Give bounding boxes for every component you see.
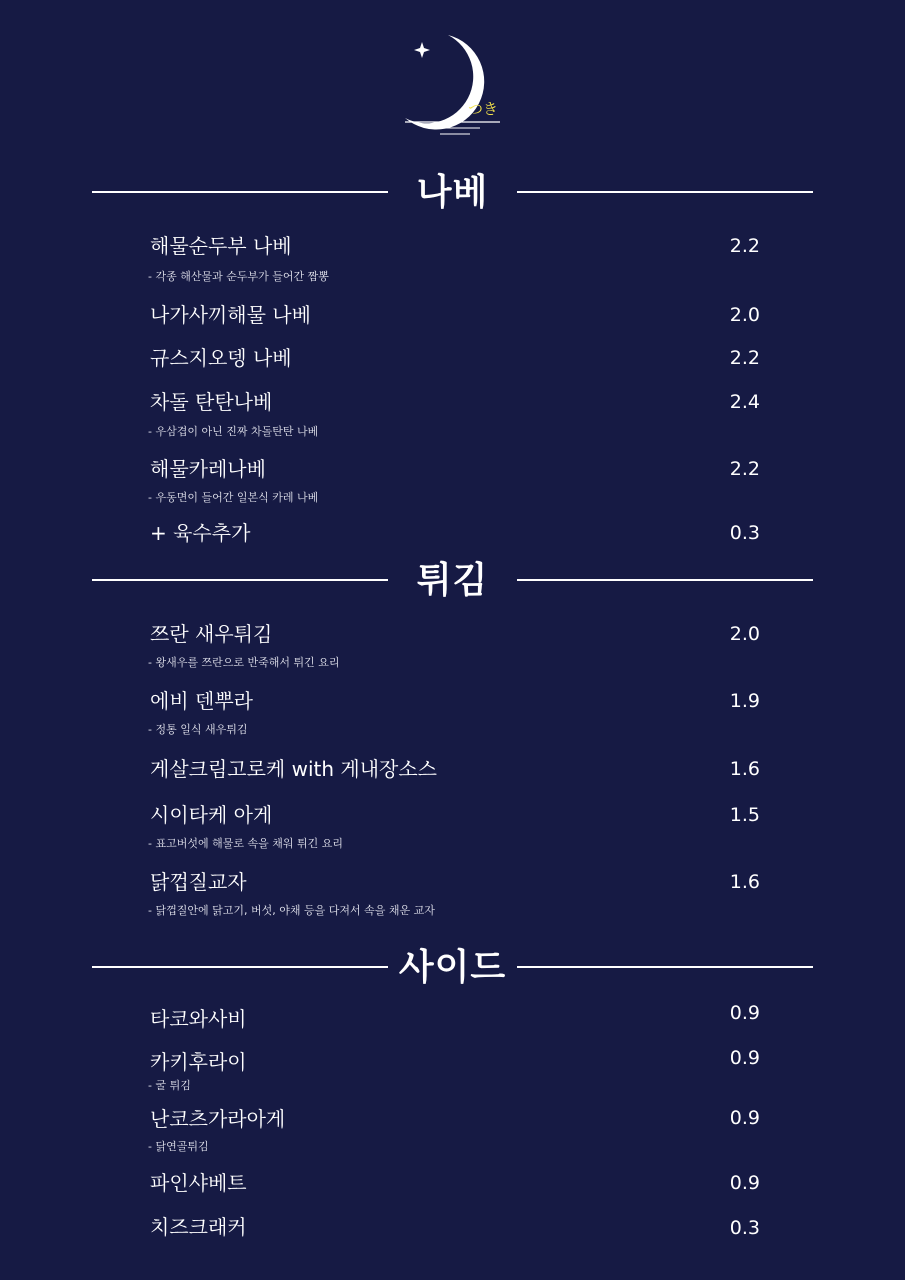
menu-item-price: 1.9: [729, 690, 760, 712]
menu-item-name: 카키후라이: [150, 1050, 247, 1074]
moon-logo: [400, 30, 510, 140]
divider-line: [92, 966, 388, 968]
menu-item-name: 치즈크래커: [150, 1215, 247, 1239]
menu-item-desc: - 우삼겹이 아닌 진짜 차돌탄탄 나베: [148, 425, 319, 438]
menu-item-desc: - 닭연골튀김: [148, 1140, 209, 1153]
menu-item-name: 난코츠가라아게: [150, 1107, 286, 1131]
divider-line: [517, 579, 813, 581]
section-header-nabe: [92, 162, 813, 222]
menu-item-price: 2.2: [729, 235, 760, 257]
section-header-side: [92, 937, 813, 997]
menu-item-price: 0.9: [729, 1047, 760, 1069]
star-icon: [414, 42, 430, 58]
menu-item-price: 0.9: [729, 1107, 760, 1129]
menu-item-price: 2.2: [729, 347, 760, 369]
menu-item-desc: - 우동면이 들어간 일본식 카레 나베: [148, 491, 319, 504]
menu-item-desc: - 정통 일식 새우튀김: [148, 723, 248, 736]
menu-item-price: 2.0: [729, 304, 760, 326]
section-title: 나베: [416, 171, 489, 213]
menu-item-name: 쯔란 새우튀김: [150, 622, 273, 646]
menu-item-name: + 육수추가: [150, 521, 251, 545]
menu-item-desc: - 각종 해산물과 순두부가 들어간 짬뽕: [148, 270, 329, 283]
section-title: 튀김: [416, 559, 489, 601]
menu-item-name: 닭껍질교자: [150, 870, 247, 894]
menu-item-desc: - 왕새우를 쯔란으로 반죽해서 튀긴 요리: [148, 656, 340, 669]
menu-item-price: 1.5: [729, 804, 760, 826]
menu-item-price: 0.9: [729, 1172, 760, 1194]
menu-item-name: 규스지오뎅 나베: [150, 346, 292, 370]
menu-item-price: 0.9: [729, 1002, 760, 1024]
menu-item-price: 2.2: [729, 458, 760, 480]
divider-line: [92, 579, 388, 581]
divider-line: [92, 191, 388, 193]
menu-item-name: 해물순두부 나베: [150, 234, 292, 258]
menu-item-name: 타코와사비: [150, 1007, 247, 1031]
menu-item-price: 1.6: [729, 758, 760, 780]
menu-item-price: 0.3: [729, 1217, 760, 1239]
menu-item-name: 게살크림고로케 with 게내장소스: [150, 757, 437, 781]
menu-item-name: 차돌 탄탄나베: [150, 390, 273, 414]
menu-item-name: 시이타케 아게: [150, 803, 273, 827]
menu-item-price: 0.3: [729, 522, 760, 544]
menu-item-desc: - 굴 튀김: [148, 1079, 191, 1092]
menu-item-name: 파인샤베트: [150, 1171, 247, 1195]
menu-item-price: 2.0: [729, 623, 760, 645]
menu-item-name: 나가사끼해물 나베: [150, 303, 311, 327]
divider-line: [517, 191, 813, 193]
menu-item-desc: - 표고버섯에 해물로 속을 채워 튀긴 요리: [148, 837, 343, 850]
menu-item-name: 에비 덴뿌라: [150, 689, 253, 713]
section-header-twigim: [92, 550, 813, 610]
divider-line: [517, 966, 813, 968]
menu-item-price: 1.6: [729, 871, 760, 893]
section-title: 사이드: [398, 946, 507, 988]
menu-item-name: 해물카레나베: [150, 457, 266, 481]
logo-text: つき: [468, 100, 499, 118]
menu-item-price: 2.4: [729, 391, 760, 413]
menu-item-desc: - 닭껍질안에 닭고기, 버섯, 야채 등을 다져서 속을 채운 교자: [148, 904, 435, 917]
